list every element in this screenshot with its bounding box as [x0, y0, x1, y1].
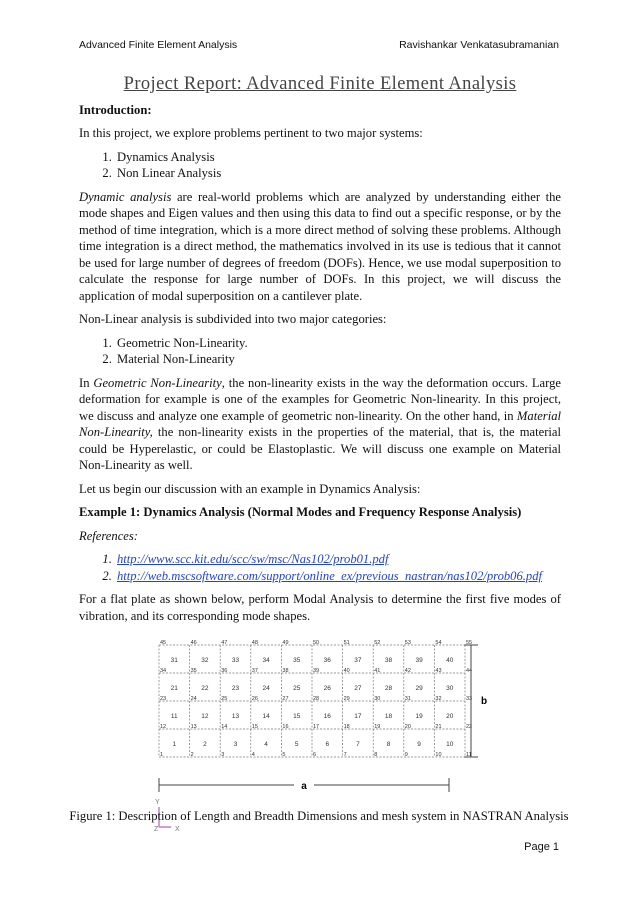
node-label: 16 [282, 724, 289, 730]
node-label: 31 [404, 696, 411, 702]
node-label: 52 [374, 640, 381, 646]
element-label: 2 [203, 741, 207, 748]
header-left: Advanced Finite Element Analysis [79, 39, 238, 51]
node-label: 38 [282, 668, 289, 674]
node-label: 8 [374, 752, 378, 758]
axis-z-label: Z [154, 826, 159, 831]
references-label-text: References: [79, 528, 138, 543]
node-label: 1 [160, 752, 164, 758]
element-label: 23 [231, 685, 240, 692]
node-label: 55 [466, 640, 473, 646]
element-label: 37 [354, 657, 362, 664]
element-label: 40 [446, 657, 454, 664]
element-label: 30 [446, 685, 454, 692]
mesh-figure [79, 631, 561, 831]
node-label: 40 [343, 668, 350, 674]
axis-x-label: X [175, 826, 180, 831]
element-label: 10 [446, 741, 454, 748]
element-label: 17 [354, 713, 362, 720]
document-body [79, 76, 561, 831]
node-label: 15 [251, 724, 258, 730]
nonlinear-categories-list [79, 335, 561, 368]
nonlinearity-paragraph [79, 375, 561, 474]
node-label: 45 [160, 640, 167, 646]
reference-link[interactable]: http://web.mscsoftware.com/support/online_ex/previous_nastran/nas102/prob06.pdf [117, 568, 543, 583]
node-label: 51 [343, 640, 350, 646]
element-label: 34 [262, 657, 270, 664]
figure-caption: Figure 1: Description of Length and Breadth Dimensions and mesh system in NASTRAN Analysis [69, 809, 569, 823]
list-item: 2. Material Non-Linearity [115, 351, 561, 368]
node-label: 25 [221, 696, 228, 702]
element-label: 29 [415, 685, 423, 692]
node-label: 13 [190, 724, 197, 730]
node-label: 33 [466, 696, 473, 702]
element-label: 26 [323, 685, 331, 692]
node-label: 4 [251, 752, 255, 758]
dynamic-analysis-term: Dynamic analysis [79, 189, 172, 204]
node-label: 36 [221, 668, 228, 674]
intro-text: In this project, we explore problems pertinent to two major systems: [79, 126, 423, 140]
page-number: Page 1 [524, 841, 559, 853]
node-label: 53 [404, 640, 411, 646]
node-label: 9 [404, 752, 408, 758]
references-list [79, 551, 561, 584]
element-label: 13 [231, 713, 240, 720]
node-label: 3 [221, 752, 225, 758]
node-label: 18 [343, 724, 350, 730]
geometric-nonlinearity-term: Geometric Non-Linearity [93, 375, 222, 390]
element-label: 18 [384, 713, 393, 720]
element-label: 38 [384, 657, 393, 664]
node-label: 11 [466, 752, 472, 758]
element-label: 35 [293, 657, 301, 664]
header-right: Ravishankar Venkatasubramanian [399, 39, 559, 51]
axis-y-label: Y [155, 799, 160, 806]
element-label: 31 [170, 657, 178, 664]
node-label: 26 [251, 696, 258, 702]
node-label: 39 [313, 668, 320, 674]
node-label: 24 [190, 696, 197, 702]
reference-item [115, 568, 561, 585]
begin-text: Let us begin our discussion with an example in Dynamics Analysis: [79, 481, 421, 496]
page-title: Project Report: Advanced Finite Element Analysis [123, 74, 517, 94]
node-label: 29 [343, 696, 350, 702]
node-label: 47 [221, 640, 228, 646]
systems-list [79, 149, 561, 182]
element-label: 27 [354, 685, 362, 692]
node-label: 10 [435, 752, 442, 758]
node-label: 14 [221, 724, 228, 730]
element-label: 32 [201, 657, 209, 664]
node-label: 21 [435, 724, 442, 730]
node-label: 49 [282, 640, 289, 646]
node-label: 7 [343, 752, 347, 758]
element-label: 24 [262, 685, 270, 692]
dynamic-analysis-text: are real-world problems which are analyzed by understanding either the mode shapes and Eigen values and then using this data to find out a specific response, or by the method of time integration, which is a more direct method of solving these problems. Although time integration is a direct method, the mathematics involved in its use is tedious that it cannot be used for large number of degrees of freedom (DOFs). Hence, we use modal superposition to calculate the response for large number of DOFs. In this project, we will discuss the application of modal superposition on a cantilever plate. [79, 189, 562, 303]
reference-item [115, 551, 561, 568]
element-label: 12 [201, 713, 209, 720]
node-label: 19 [374, 724, 381, 730]
reference-link[interactable]: http://www.scc.kit.edu/scc/sw/msc/Nas102/prob01.pdf [117, 552, 389, 566]
node-label: 2 [190, 752, 194, 758]
node-label: 37 [251, 668, 258, 674]
list-item: 1. Dynamics Analysis [115, 149, 561, 166]
element-label: 3 [233, 741, 238, 748]
element-label: 19 [415, 713, 423, 720]
element-label: 14 [262, 713, 270, 720]
element-label: 21 [170, 685, 178, 692]
node-label: 32 [435, 696, 442, 702]
mesh-diagram [79, 631, 561, 831]
intro-heading: Introduction: [79, 102, 152, 117]
references-label [79, 528, 561, 545]
node-label: 20 [404, 724, 411, 730]
node-label: 41 [374, 668, 381, 674]
node-label: 35 [190, 668, 197, 674]
text-run: the non-linearity exists in the properties of the material, that is, the material could be Hyperelastic, or could be Elastoplastic. We will discuss one example on Material Non-Linearity as well. [79, 425, 561, 472]
element-label: 7 [356, 741, 360, 748]
element-label: 28 [384, 685, 393, 692]
element-label: 5 [294, 741, 299, 748]
text-run: In [79, 375, 94, 390]
element-label: 4 [264, 741, 268, 748]
problem-text: For a flat plate as shown below, perform Modal Analysis to determine the first five modes of vibration, and its corresponding mode shapes. [79, 592, 561, 623]
element-label: 36 [323, 657, 331, 664]
node-label: 28 [313, 696, 320, 702]
node-label: 44 [466, 668, 473, 674]
node-label: 23 [160, 696, 167, 702]
node-label: 54 [435, 640, 442, 646]
element-label: 11 [170, 713, 178, 720]
dimension-a-label: a [301, 781, 307, 792]
nonlinear-intro: Non-Linear analysis is subdivided into two major categories: [79, 312, 387, 326]
element-label: 33 [231, 657, 240, 664]
node-label: 12 [160, 724, 167, 730]
node-label: 6 [313, 752, 317, 758]
element-label: 22 [201, 685, 209, 692]
element-label: 16 [323, 713, 331, 720]
node-label: 27 [282, 696, 289, 702]
element-label: 1 [172, 741, 177, 748]
list-item: 1. Geometric Non-Linearity. [115, 335, 561, 352]
mesh-labels [160, 640, 472, 758]
node-label: 22 [466, 724, 473, 730]
text-run: , the non-linearity exists in the way the deformation occurs. Large deformation for example is one of the examples for Geometric Non-linearity. In this project, we discuss and analyze one example of geometric non-linearity. On the other hand, in [79, 375, 561, 423]
node-label: 34 [160, 668, 167, 674]
element-label: 9 [417, 741, 421, 748]
element-label: 39 [415, 657, 423, 664]
dimension-b-label: b [481, 696, 488, 707]
element-label: 8 [386, 741, 391, 748]
element-label: 25 [293, 685, 301, 692]
list-item: 2. Non Linear Analysis [115, 165, 561, 182]
dynamic-analysis-paragraph [79, 189, 561, 305]
node-label: 43 [435, 668, 442, 674]
element-label: 15 [293, 713, 301, 720]
element-label: 6 [325, 741, 330, 748]
node-label: 30 [374, 696, 381, 702]
node-label: 46 [190, 640, 197, 646]
example-heading: Example 1: Dynamics Analysis (Normal Modes and Frequency Response Analysis) [79, 505, 522, 519]
material-nonlinearity-term: Material Non-Linearity, [79, 408, 561, 439]
node-label: 48 [251, 640, 258, 646]
element-label: 20 [446, 713, 454, 720]
node-label: 50 [313, 640, 320, 646]
node-label: 17 [313, 724, 320, 730]
node-label: 5 [282, 752, 286, 758]
node-label: 42 [404, 668, 411, 674]
